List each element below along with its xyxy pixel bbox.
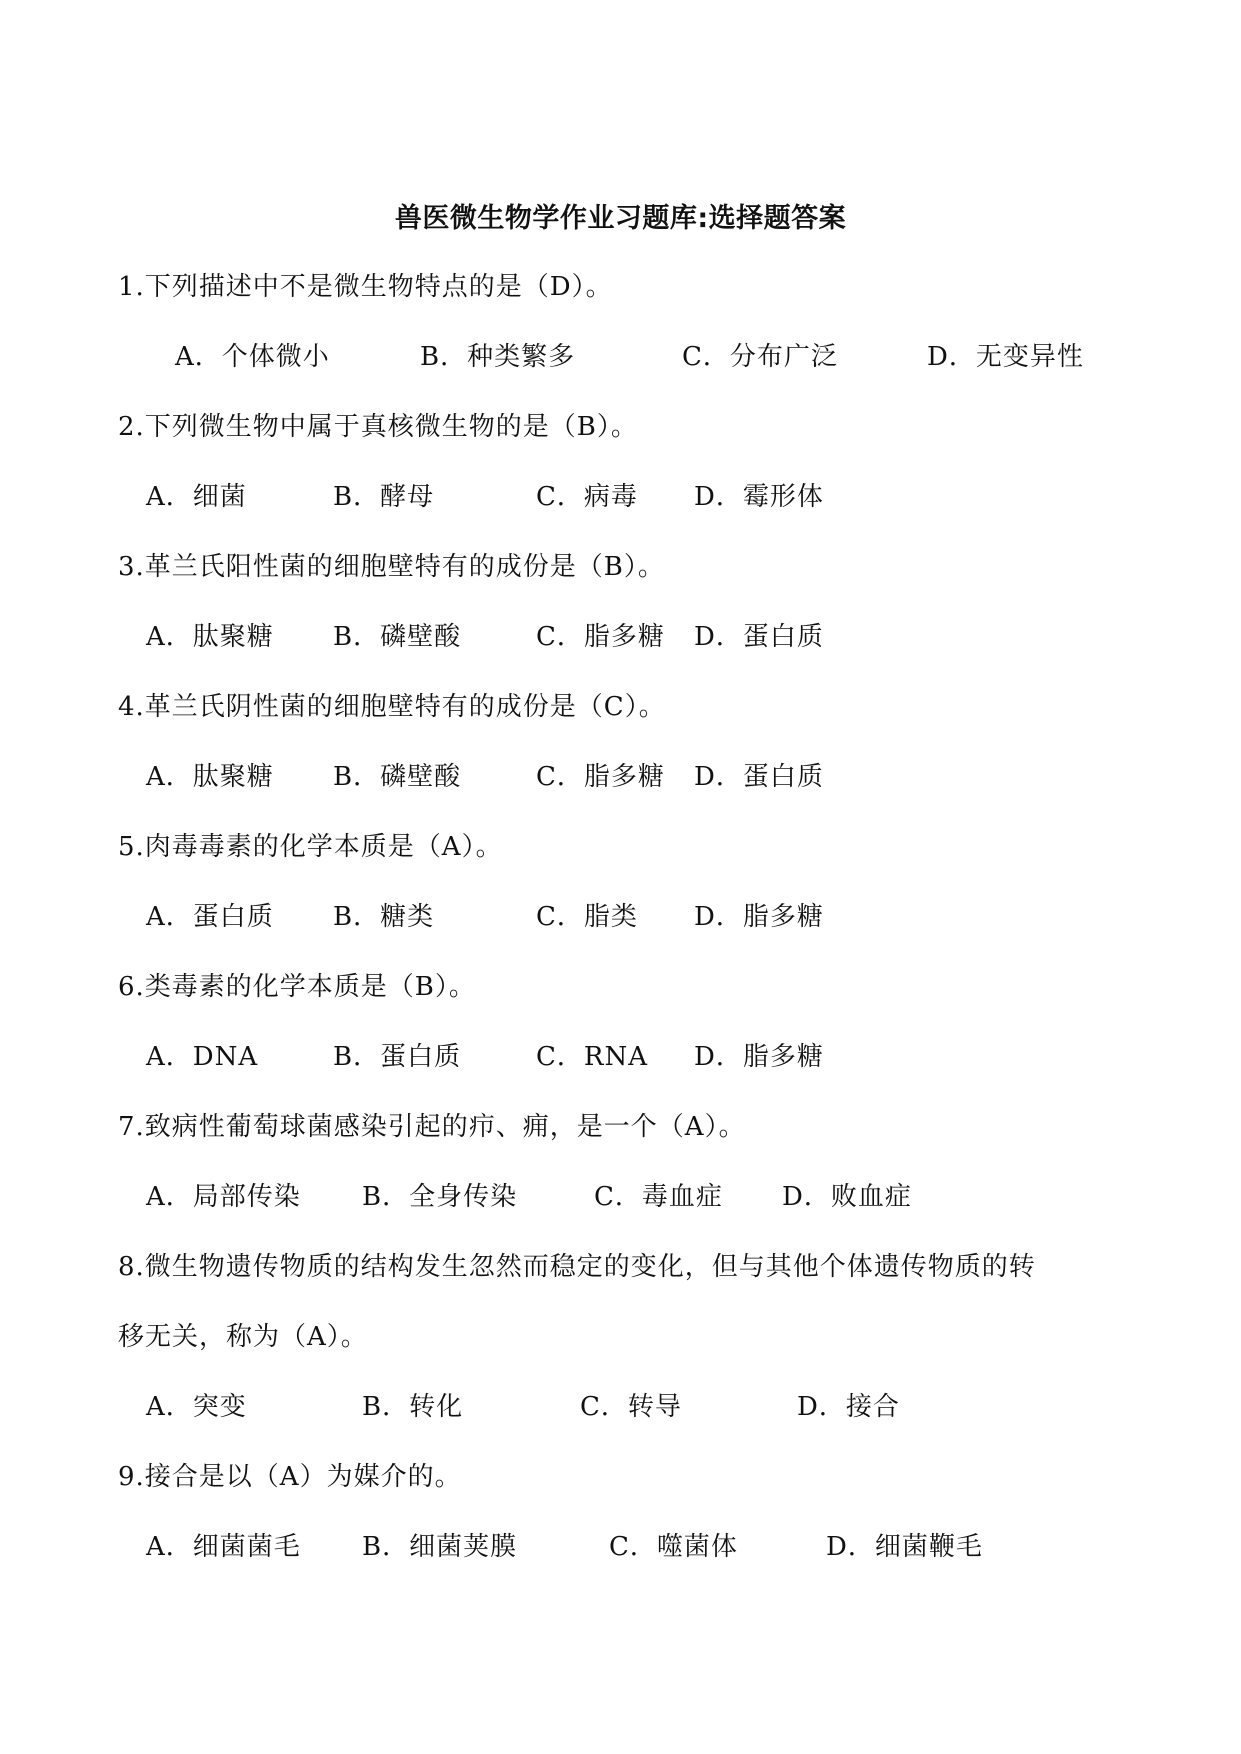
document-title: 兽医微生物学作业习题库:选择题答案 xyxy=(394,203,847,234)
question-9-option-a: A．细菌菌毛 xyxy=(146,1532,301,1562)
question-9-option-d: D．细菌鞭毛 xyxy=(826,1532,983,1562)
question-4-option-a: A．肽聚糖 xyxy=(146,762,274,792)
question-3-option-d: D．蛋白质 xyxy=(694,622,824,652)
question-3-option-b: B．磷壁酸 xyxy=(333,622,462,652)
question-6-option-d: D．脂多糖 xyxy=(694,1042,824,1072)
question-5-option-c: C．脂类 xyxy=(536,902,638,932)
question-1-option-d: D．无变异性 xyxy=(927,342,1084,372)
question-7-option-d: D．败血症 xyxy=(782,1182,912,1212)
question-2: 2.下列微生物中属于真核微生物的是（B）。 xyxy=(118,412,638,442)
question-5-option-d: D．脂多糖 xyxy=(694,902,824,932)
question-9-option-b: B．细菌荚膜 xyxy=(362,1532,518,1562)
question-1-option-a: A．个体微小 xyxy=(175,342,330,372)
question-2-option-d: D．霉形体 xyxy=(694,482,824,512)
question-4-option-b: B．磷壁酸 xyxy=(333,762,462,792)
question-8-option-b: B．转化 xyxy=(362,1392,464,1422)
question-6-option-c: C．RNA xyxy=(536,1042,648,1072)
question-7-option-b: B．全身传染 xyxy=(362,1182,518,1212)
question-6-option-b: B．蛋白质 xyxy=(333,1042,462,1072)
question-1-option-c: C．分布广泛 xyxy=(682,342,838,372)
question-3-option-a: A．肽聚糖 xyxy=(146,622,274,652)
question-7-option-a: A．局部传染 xyxy=(146,1182,301,1212)
question-2-option-c: C．病毒 xyxy=(536,482,638,512)
question-2-option-a: A．细菌 xyxy=(146,482,247,512)
question-9: 9.接合是以（A）为媒介的。 xyxy=(118,1462,462,1492)
question-3: 3.革兰氏阳性菌的细胞壁特有的成份是（B）。 xyxy=(118,552,665,582)
question-8-option-a: A．突变 xyxy=(146,1392,247,1422)
question-3-option-c: C．脂多糖 xyxy=(536,622,665,652)
question-5: 5.肉毒毒素的化学本质是（A）。 xyxy=(118,832,503,862)
question-8-line-2: 移无关，称为（A）。 xyxy=(118,1322,368,1352)
question-8-option-d: D．接合 xyxy=(797,1392,900,1422)
question-6: 6.类毒素的化学本质是（B）。 xyxy=(118,972,476,1002)
question-9-option-c: C．噬菌体 xyxy=(609,1532,738,1562)
question-5-option-b: B．糖类 xyxy=(333,902,435,932)
question-2-option-b: B．酵母 xyxy=(333,482,435,512)
question-7-option-c: C．毒血症 xyxy=(594,1182,723,1212)
question-8-option-c: C．转导 xyxy=(580,1392,682,1422)
question-4-option-d: D．蛋白质 xyxy=(694,762,824,792)
question-4: 4.革兰氏阴性菌的细胞壁特有的成份是（C）。 xyxy=(118,692,666,722)
question-1-option-b: B．种类繁多 xyxy=(420,342,576,372)
question-8-line-1: 8.微生物遗传物质的结构发生忽然而稳定的变化，但与其他个体遗传物质的转 xyxy=(118,1252,1036,1282)
question-1: 1.下列描述中不是微生物特点的是（D）。 xyxy=(118,272,613,302)
question-4-option-c: C．脂多糖 xyxy=(536,762,665,792)
question-6-option-a: A．DNA xyxy=(146,1042,259,1072)
question-5-option-a: A．蛋白质 xyxy=(146,902,274,932)
question-7: 7.致病性葡萄球菌感染引起的疖、痈，是一个（A）。 xyxy=(118,1112,746,1142)
